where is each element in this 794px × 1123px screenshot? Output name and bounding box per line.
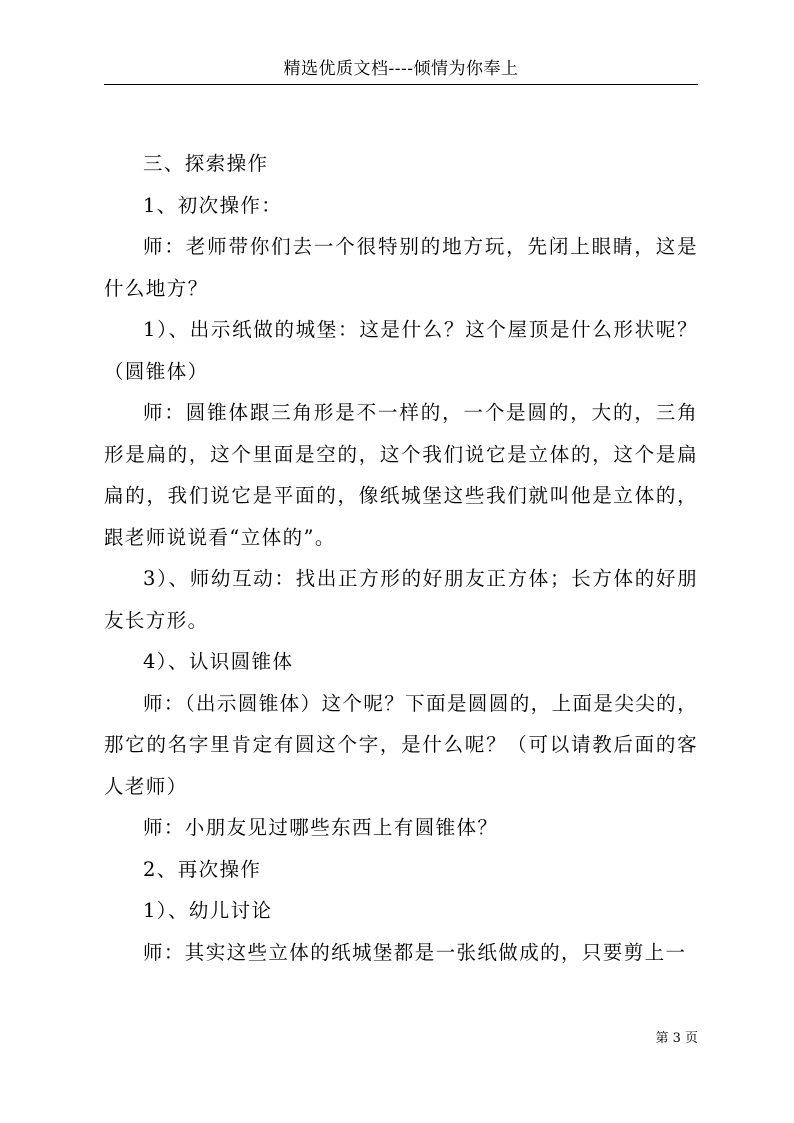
page-header <box>104 54 698 85</box>
page-number <box>655 1030 698 1048</box>
paragraph: 1、初次操作： <box>143 193 283 217</box>
paragraph: 师：老师带你们去一个很特别的地方玩，先闭上眼睛，这是什么地方？ <box>104 235 698 300</box>
paragraph: 师：其实这些立体的纸城堡都是一张纸做成的，只要剪上一 <box>143 940 687 964</box>
paragraph: 2、再次操作 <box>143 857 262 881</box>
paragraph: 1）、出示纸做的城堡：这是什么？这个屋顶是什么形状呢？（圆锥体） <box>104 318 698 383</box>
page-number-label: 第 3 页 <box>655 1031 698 1046</box>
paragraph: 师：小朋友见过哪些东西上有圆锥体？ <box>143 816 499 839</box>
paragraph: 师：圆锥体跟三角形是不一样的，一个是圆的，大的，三角形是扁的，这个里面是空的，这个我们说它是立体的，这个是扁扁的，我们说它是平面的，像纸城堡这些我们就叫他是立体的，跟老师说说看“立体的”。 <box>104 401 698 549</box>
header-title: 精选优质文档----倾情为你奉上 <box>283 59 519 79</box>
document-body <box>104 143 698 973</box>
paragraph: 4）、认识圆锥体 <box>143 650 294 673</box>
paragraph: 师：（出示圆锥体）这个呢？下面是圆圆的，上面是尖尖的，那它的名字里肯定有圆这个字，是什么呢？（可以请教后面的客人老师） <box>104 691 698 798</box>
paragraph: 3）、师幼互动：找出正方形的好朋友正方体；长方体的好朋友长方形。 <box>104 567 698 632</box>
paragraph: 1）、幼儿讨论 <box>143 899 273 922</box>
paragraph: 三、探索操作 <box>143 152 269 175</box>
